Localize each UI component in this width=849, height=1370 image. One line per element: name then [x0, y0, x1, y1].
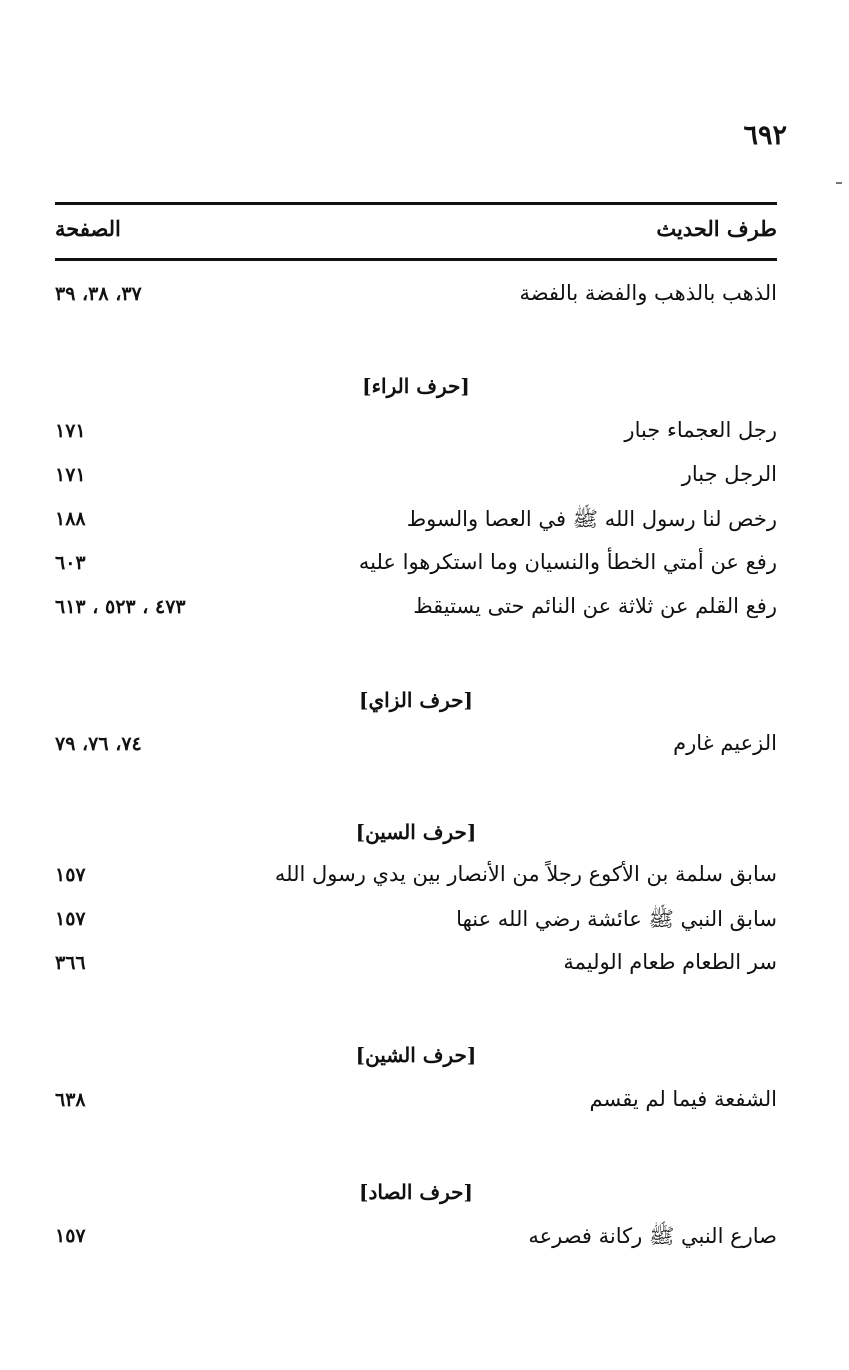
page-refs: ٦٠٣	[55, 552, 86, 574]
hadith-text: الشفعة فيما لم يقسم	[589, 1087, 777, 1111]
hadith-text: سابق النبي ﷺ عائشة رضي الله عنها	[456, 907, 777, 931]
section-heading-label: [حرف السين]	[355, 820, 477, 844]
section-heading-sin	[55, 820, 777, 844]
scan-speck	[836, 182, 842, 184]
hadith-text: الرجل جبار	[681, 462, 777, 486]
section-heading-sad	[55, 1180, 777, 1204]
hadith-text: سر الطعام طعام الوليمة	[563, 950, 777, 974]
page-refs: ١٥٧	[55, 908, 86, 930]
hadith-text: رخص لنا رسول الله ﷺ في العصا والسوط	[406, 507, 777, 531]
hadith-text: سابق سلمة بن الأكوع رجلاً من الأنصار بين يدي رسول الله	[274, 862, 777, 886]
page-refs: ١٧١	[55, 464, 86, 486]
page-refs: ٦٣٨	[55, 1089, 86, 1111]
table-header	[55, 210, 777, 250]
list-item	[55, 906, 777, 942]
list-item	[55, 731, 777, 767]
page-number: ٦٩٢	[743, 120, 787, 151]
page-refs: ١٨٨	[55, 508, 86, 530]
section-heading-label: [حرف الشين]	[355, 1043, 477, 1067]
page-column-header: الصفحة	[55, 216, 121, 241]
hadith-text: رفع عن أمتي الخطأ والنسيان وما استكرهوا عليه	[358, 550, 777, 574]
list-item	[55, 550, 777, 586]
list-item	[55, 1223, 777, 1259]
section-heading-label: [حرف الصاد]	[358, 1180, 473, 1204]
hadith-text: صارع النبي ﷺ ركانة فصرعه	[528, 1224, 777, 1248]
section-heading-ra	[55, 374, 777, 398]
page-refs: ٣٦٦	[55, 952, 86, 974]
list-item	[55, 594, 777, 630]
section-heading-shin	[55, 1043, 777, 1067]
list-item	[55, 506, 777, 542]
list-item	[55, 950, 777, 986]
hadith-text: الزعيم غارم	[673, 731, 777, 755]
hadith-column-header: طرف الحديث	[656, 216, 777, 241]
section-heading-label: [حرف الزاي]	[359, 688, 473, 712]
hadith-text: الذهب بالذهب والفضة بالفضة	[519, 281, 777, 305]
list-item	[55, 862, 777, 898]
page-refs: ١٥٧	[55, 864, 86, 886]
header-top-rule	[55, 202, 777, 205]
page-refs: ٤٧٣ ، ٥٢٣ ، ٦١٣	[55, 596, 186, 618]
section-heading-zay	[55, 688, 777, 712]
list-item	[55, 281, 777, 317]
hadith-text: رجل العجماء جبار	[624, 418, 777, 442]
list-item	[55, 418, 777, 454]
page-refs: ٧٤، ٧٦، ٧٩	[55, 733, 142, 755]
page-refs: ٣٧، ٣٨، ٣٩	[55, 283, 142, 305]
section-heading-label: [حرف الراء]	[362, 374, 470, 398]
header-bottom-rule	[55, 258, 777, 261]
page-refs: ١٧١	[55, 420, 86, 442]
list-item	[55, 1087, 777, 1123]
hadith-text: رفع القلم عن ثلاثة عن النائم حتى يستيقظ	[413, 594, 777, 618]
page-refs: ١٥٧	[55, 1225, 86, 1247]
list-item	[55, 462, 777, 498]
